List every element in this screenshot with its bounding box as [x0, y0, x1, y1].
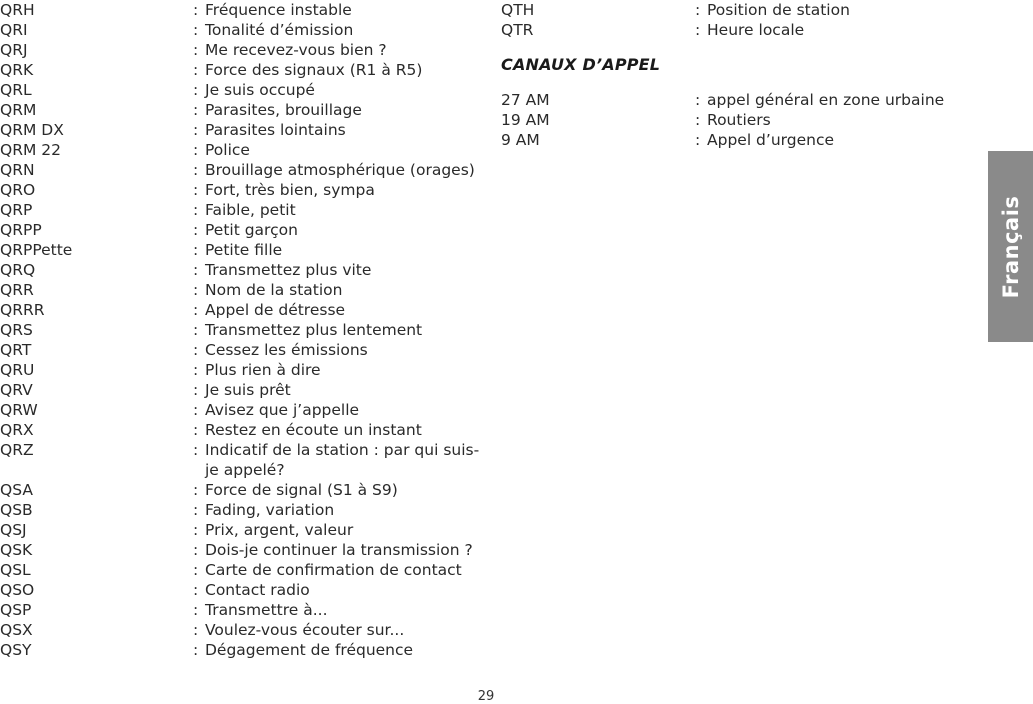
- language-tab: [988, 151, 1033, 342]
- channel-row: [501, 130, 971, 150]
- separator-colon: :: [193, 61, 199, 79]
- q-code-row: [0, 40, 480, 60]
- code-meaning: Transmettez plus vite: [205, 261, 372, 279]
- q-code-row: [0, 120, 480, 140]
- q-code-row: [0, 400, 480, 420]
- separator-colon: :: [193, 201, 199, 219]
- code-meaning: Position de station: [707, 1, 850, 19]
- code-label: QTR: [501, 21, 534, 39]
- separator-colon: :: [193, 341, 199, 359]
- code-label: QRT: [0, 341, 32, 359]
- separator-colon: :: [193, 441, 199, 459]
- code-meaning: Appel de détresse: [205, 301, 346, 319]
- code-meaning: Force de signal (S1 à S9): [205, 481, 398, 499]
- code-meaning: Petite fille: [205, 241, 283, 259]
- q-code-row: [0, 640, 480, 660]
- separator-colon: :: [193, 141, 199, 159]
- code-label: QRN: [0, 161, 35, 179]
- separator-colon: :: [193, 321, 199, 339]
- code-label: QRM DX: [0, 121, 64, 139]
- code-meaning: Heure locale: [707, 21, 805, 39]
- code-meaning: Tonalité d’émission: [205, 21, 354, 39]
- code-label: QRM 22: [0, 141, 61, 159]
- code-label: QRU: [0, 361, 35, 379]
- q-code-row: [0, 380, 480, 400]
- code-meaning: Plus rien à dire: [205, 361, 321, 379]
- code-label: QSY: [0, 641, 32, 659]
- code-meaning: Prix, argent, valeur: [205, 521, 354, 539]
- code-meaning: Routiers: [707, 111, 771, 129]
- separator-colon: :: [695, 21, 701, 39]
- code-meaning: Cessez les émissions: [205, 341, 368, 359]
- code-meaning: Brouillage atmosphérique (orages): [205, 161, 475, 179]
- code-meaning: Carte de confirmation de contact: [205, 561, 462, 579]
- code-label: QRJ: [0, 41, 28, 59]
- code-label: QSL: [0, 561, 31, 579]
- q-code-row: [0, 80, 480, 100]
- code-label: QRPP: [0, 221, 42, 239]
- code-meaning: Je suis prêt: [205, 381, 291, 399]
- q-code-list-left: [0, 0, 480, 660]
- separator-colon: :: [193, 541, 199, 559]
- q-code-row: [0, 500, 480, 520]
- code-meaning: Police: [205, 141, 250, 159]
- q-code-row: [501, 0, 971, 20]
- separator-colon: :: [193, 101, 199, 119]
- separator-colon: :: [193, 421, 199, 439]
- code-label: QTH: [501, 1, 535, 19]
- code-meaning: Dois-je continuer la transmission ?: [205, 541, 473, 559]
- q-code-row: [0, 240, 480, 260]
- separator-colon: :: [193, 501, 199, 519]
- q-code-row: [0, 280, 480, 300]
- separator-colon: :: [193, 301, 199, 319]
- separator-colon: :: [695, 111, 701, 129]
- code-meaning: Transmettez plus lentement: [205, 321, 423, 339]
- separator-colon: :: [193, 261, 199, 279]
- code-label: QRV: [0, 381, 33, 399]
- code-meaning: Je suis occupé: [205, 81, 315, 99]
- q-code-row: [0, 160, 480, 180]
- separator-colon: :: [193, 161, 199, 179]
- q-code-row: [0, 620, 480, 640]
- code-label: QSO: [0, 581, 35, 599]
- q-code-row: [0, 100, 480, 120]
- code-label: QRI: [0, 21, 28, 39]
- code-meaning: Me recevez-vous bien ?: [205, 41, 387, 59]
- code-label: QRM: [0, 101, 37, 119]
- code-meaning: Avisez que j’appelle: [205, 401, 360, 419]
- code-label: QSA: [0, 481, 33, 499]
- q-code-row: [0, 60, 480, 80]
- separator-colon: :: [193, 601, 199, 619]
- code-meaning: Transmettre à...: [205, 601, 328, 619]
- code-label: 9 AM: [501, 131, 540, 149]
- code-label: QRL: [0, 81, 32, 99]
- page-number: 29: [477, 689, 495, 704]
- q-code-row: [0, 340, 480, 360]
- q-code-row: [0, 440, 480, 480]
- separator-colon: :: [193, 401, 199, 419]
- q-code-row: [0, 20, 480, 40]
- q-code-row: [0, 300, 480, 320]
- q-code-row: [0, 480, 480, 500]
- code-meaning: Fréquence instable: [205, 1, 352, 19]
- channels-heading: CANAUX D’APPEL: [501, 55, 661, 74]
- q-code-row: [0, 260, 480, 280]
- code-label: QRK: [0, 61, 34, 79]
- code-label: QSB: [0, 501, 33, 519]
- code-meaning: Voulez-vous écouter sur...: [205, 621, 405, 639]
- q-code-row: [0, 220, 480, 240]
- separator-colon: :: [193, 481, 199, 499]
- separator-colon: :: [193, 81, 199, 99]
- q-code-list-right: [501, 0, 971, 150]
- code-label: QSX: [0, 621, 33, 639]
- q-code-row: [0, 140, 480, 160]
- q-code-row: [0, 0, 480, 20]
- separator-colon: :: [193, 281, 199, 299]
- code-label: QRQ: [0, 261, 36, 279]
- code-label: 27 AM: [501, 91, 550, 109]
- separator-colon: :: [193, 621, 199, 639]
- q-code-row: [0, 520, 480, 540]
- code-meaning: appel général en zone urbaine: [707, 91, 945, 109]
- code-label: QRH: [0, 1, 35, 19]
- code-label: QRX: [0, 421, 34, 439]
- separator-colon: :: [695, 91, 701, 109]
- separator-colon: :: [193, 641, 199, 659]
- separator-colon: :: [193, 121, 199, 139]
- q-code-row: [0, 420, 480, 440]
- code-label: QRO: [0, 181, 36, 199]
- language-tab-label: Français: [998, 195, 1023, 298]
- q-code-row: [0, 540, 480, 560]
- q-code-row: [0, 360, 480, 380]
- code-meaning: Fading, variation: [205, 501, 335, 519]
- channels-list: [501, 90, 971, 150]
- separator-colon: :: [193, 381, 199, 399]
- code-label: QRP: [0, 201, 33, 219]
- separator-colon: :: [695, 131, 701, 149]
- separator-colon: :: [193, 521, 199, 539]
- separator-colon: :: [193, 41, 199, 59]
- separator-colon: :: [193, 361, 199, 379]
- separator-colon: :: [193, 21, 199, 39]
- code-meaning: Faible, petit: [205, 201, 296, 219]
- code-meaning: Appel d’urgence: [707, 131, 834, 149]
- separator-colon: :: [695, 1, 701, 19]
- separator-colon: :: [193, 1, 199, 19]
- q-code-row: [0, 600, 480, 620]
- code-meaning: Fort, très bien, sympa: [205, 181, 375, 199]
- code-label: QSP: [0, 601, 32, 619]
- code-meaning: Force des signaux (R1 à R5): [205, 61, 423, 79]
- channel-row: [501, 90, 971, 110]
- separator-colon: :: [193, 561, 199, 579]
- code-meaning: Parasites, brouillage: [205, 101, 362, 119]
- q-code-row: [0, 560, 480, 580]
- code-label: QRPPette: [0, 241, 73, 259]
- separator-colon: :: [193, 581, 199, 599]
- separator-colon: :: [193, 221, 199, 239]
- code-meaning: Restez en écoute un instant: [205, 421, 422, 439]
- q-code-row: [0, 320, 480, 340]
- code-label: QRS: [0, 321, 33, 339]
- code-meaning: Parasites lointains: [205, 121, 346, 139]
- separator-colon: :: [193, 181, 199, 199]
- code-label: QRW: [0, 401, 38, 419]
- q-code-row: [0, 580, 480, 600]
- code-label: 19 AM: [501, 111, 550, 129]
- q-code-row: [0, 180, 480, 200]
- separator-colon: :: [193, 241, 199, 259]
- code-label: QSJ: [0, 521, 27, 539]
- q-code-row: [0, 200, 480, 220]
- code-label: QSK: [0, 541, 33, 559]
- code-meaning: Contact radio: [205, 581, 310, 599]
- code-meaning: Indicatif de la station : par qui suis-je appelé?: [205, 441, 480, 479]
- channel-row: [501, 110, 971, 130]
- code-label: QRZ: [0, 441, 34, 459]
- code-meaning: Dégagement de fréquence: [205, 641, 414, 659]
- code-meaning: Petit garçon: [205, 221, 298, 239]
- q-code-row: [501, 20, 971, 40]
- code-label: QRRR: [0, 301, 45, 319]
- code-meaning: Nom de la station: [205, 281, 343, 299]
- code-label: QRR: [0, 281, 34, 299]
- q-code-list-continued: [501, 0, 971, 40]
